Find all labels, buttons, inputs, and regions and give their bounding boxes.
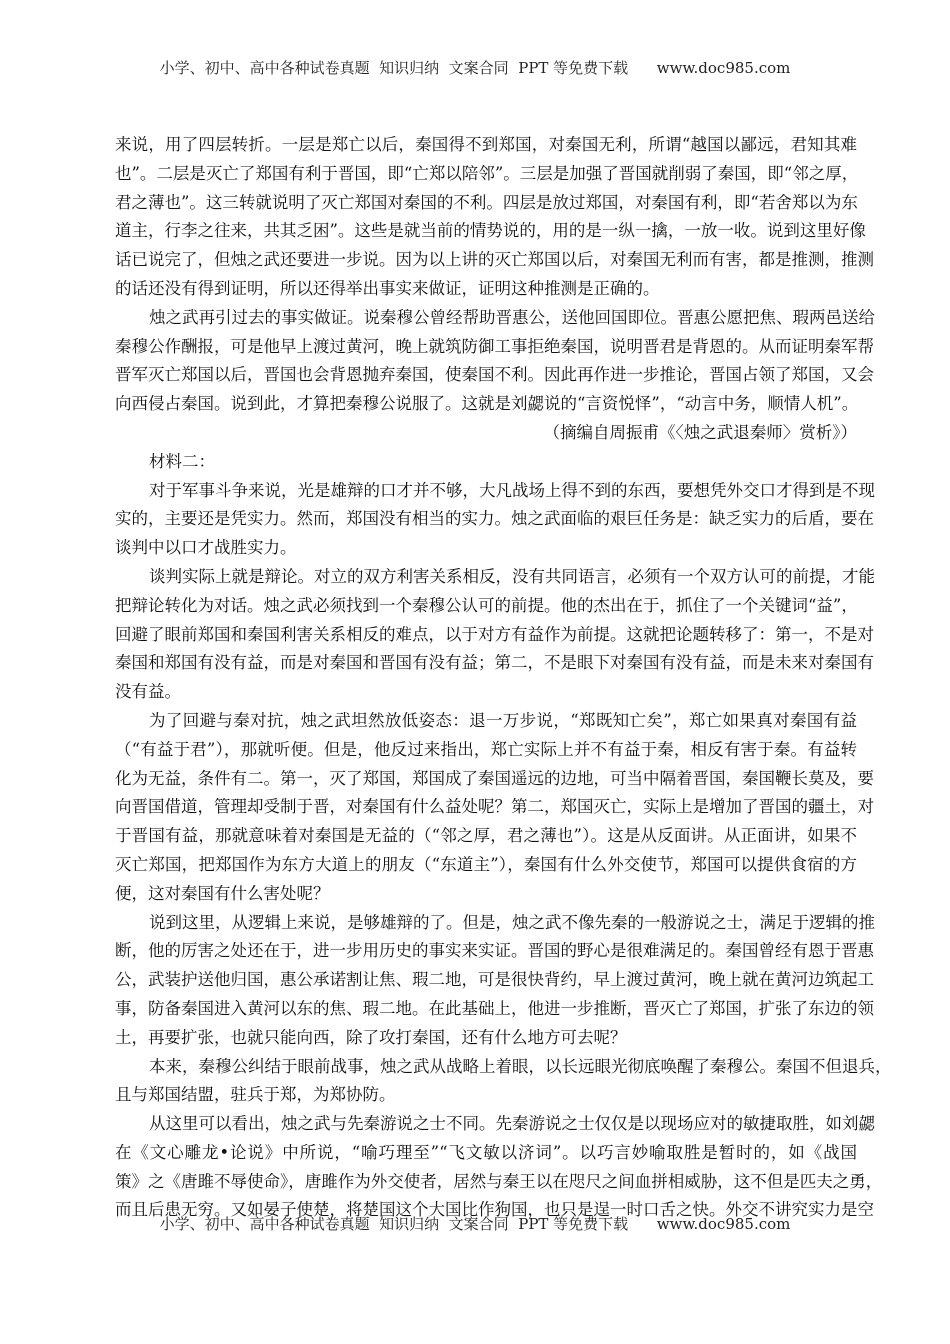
text-line: 回避了眼前郑国和秦国利害关系相反的难点，以于对方有益作为前提。这就把论题转移了：第一，不是对	[115, 624, 874, 644]
citation-line: （摘编自周振甫《〈烛之武退秦师〉赏析》）	[543, 422, 857, 442]
text-line: 对于军事斗争来说，光是雄辩的口才并不够，大凡战场上得不到的东西，要想凭外交口才得到是不现	[149, 480, 875, 500]
text-line: 烛之武再引过去的事实做证。说秦穆公曾经帮助晋惠公，送他回国即位。晋惠公愿把焦、瑕两邑送给	[149, 307, 875, 327]
page-header-banner: 小学、初中、高中各种试卷真题 知识归纳 文案合同 PPT 等免费下载 www.doc985.com	[159, 59, 791, 77]
text-line: 把辩论转化为对话。烛之武必须找到一个秦穆公认可的前提。他的杰出在于，抓住了一个关键词“益”，	[115, 595, 858, 615]
text-line: （“有益于君”），那就听便。但是，他反过来指出，郑亡实际上并不有益于秦，相反有害于秦。有益转	[115, 739, 857, 759]
text-line: 谈判中以口才战胜实力。	[115, 538, 297, 558]
text-line: 化为无益，条件有二。第一，灭了郑国，郑国成了秦国遥远的边地，可当中隔着晋国，秦国鞭长莫及，要	[115, 768, 874, 788]
text-line: 没有益。	[115, 682, 181, 702]
text-line: 谈判实际上就是辩论。对立的双方利害关系相反，没有共同语言，必须有一个双方认可的前提，才能	[149, 566, 875, 586]
text-line: 从这里可以看出，烛之武与先秦游说之士不同。先秦游说之士仅仅是以现场应对的敏捷取胜，如刘勰	[149, 1114, 875, 1134]
text-line: 的话还没有得到证明，所以还得举出事实来做证，证明这种推测是正确的。	[115, 278, 660, 298]
text-line: 实的，主要还是凭实力。然而，郑国没有相当的实力。烛之武面临的艰巨任务是：缺乏实力的后盾，要在	[115, 509, 874, 529]
text-line: 来说，用了四层转折。一层是郑亡以后，秦国得不到郑国，对秦国无利，所谓“越国以鄙远，君知其难	[115, 135, 857, 154]
text-line: 土，再要扩张，也就只能向西，除了攻打秦国，还有什么地方可去呢？	[115, 1027, 627, 1047]
text-line: 向晋国借道，管理却受制于晋，对秦国有什么益处呢？第二，郑国灭亡，实际上是增加了晋国的疆土，对	[115, 797, 874, 817]
text-line: 也”。二层是灭亡了郑国有利于晋国，即“亡郑以陪邻”。三层是加强了晋国就削弱了秦国，即“邻之厚，	[115, 163, 859, 183]
text-line: 道主，行李之往来，共其乏困”。这些是就当前的情势说的，用的是一纵一擒，一放一收。说到这里好像	[115, 221, 866, 241]
text-line: 本来，秦穆公纠结于眼前战事，烛之武从战略上着眼，以长远眼光彻底唤醒了秦穆公。秦国不但退兵，	[149, 1056, 892, 1076]
text-line: 且与郑国结盟，驻兵于郑，为郑协防。	[115, 1085, 396, 1105]
text-line: 晋军灭亡郑国以后，晋国也会背恩抛弃秦国，使秦国不利。因此再作进一步推论，晋国占领了郑国，又会	[115, 365, 874, 385]
text-line: 说到这里，从逻辑上来说，是够雄辩的了。但是，烛之武不像先秦的一般游说之士，满足于逻辑的推	[149, 912, 875, 932]
text-line: 秦穆公作酬报，可是他早上渡过黄河，晚上就筑防御工事拒绝秦国，说明晋君是背恩的。从而证明秦军帮	[115, 336, 874, 356]
text-line: 在《文心雕龙•论说》中所说，“喻巧理至”“飞文敏以济词”。以巧言妙喻取胜是暂时的，如《战国	[115, 1142, 857, 1162]
text-line: 秦国和郑国有没有益，而是对秦国和晋国有没有益；第二，不是眼下对秦国有没有益，而是未来对秦国有	[115, 653, 874, 673]
text-line: 话已说完了，但烛之武还要进一步说。因为以上讲的灭亡郑国以后，对秦国无利而有害，都是推测，推测	[115, 250, 874, 270]
text-line: 向西侵占秦国。说到此，才算把秦穆公说服了。这就是刘勰说的“言资悦怿”，“动言中务，顺情人机”。	[115, 394, 859, 414]
text-line: 便，这对秦国有什么害处呢？	[115, 883, 330, 903]
text-line: 君之薄也”。这三转就说明了灭亡郑国对秦国的不利。四层是放过郑国，对秦国有利，即“若舍郑以为东	[115, 192, 858, 212]
section-heading: 材料二：	[149, 451, 215, 471]
text-line: 灭亡郑国，把郑国作为东方大道上的朋友（“东道主”），秦国有什么外交使节，郑国可以提供食宿的方	[115, 854, 857, 874]
text-line: 策》之《唐雎不辱使命》，唐雎作为外交使者，居然与秦王以在咫尺之间血拼相威胁，这不但是匹夫之勇，	[115, 1171, 883, 1191]
text-line: 而且后患无穷。又如晏子使楚，将楚国这个大国比作狗国，也只是逞一时口舌之快。外交不讲究实力是空	[115, 1200, 874, 1220]
text-line: 断，他的厉害之处还在于，进一步用历史的事实来实证。晋国的野心是很难满足的。秦国曾经有恩于晋惠	[115, 941, 874, 961]
text-line: 为了回避与秦对抗，烛之武坦然放低姿态：退一万步说，“郑既知亡矣”，郑亡如果真对秦国有益	[149, 710, 857, 730]
page-footer-banner: 小学、初中、高中各种试卷真题 知识归纳 文案合同 PPT 等免费下载 www.doc985.com	[159, 1215, 791, 1233]
text-line: 事，防备秦国进入黄河以东的焦、瑕二地。在此基础上，他进一步推断，晋灭亡了郑国，扩张了东边的领	[115, 998, 874, 1018]
text-line: 公，武装护送他归国，惠公承诺割让焦、瑕二地，可是很快背约，早上渡过黄河，晚上就在黄河边筑起工	[115, 970, 874, 990]
article-body	[115, 131, 892, 1225]
text-line: 于晋国有益，那就意味着对秦国是无益的（“邻之厚，君之薄也”）。这是从反面讲。从正面讲，如果不	[115, 826, 857, 846]
